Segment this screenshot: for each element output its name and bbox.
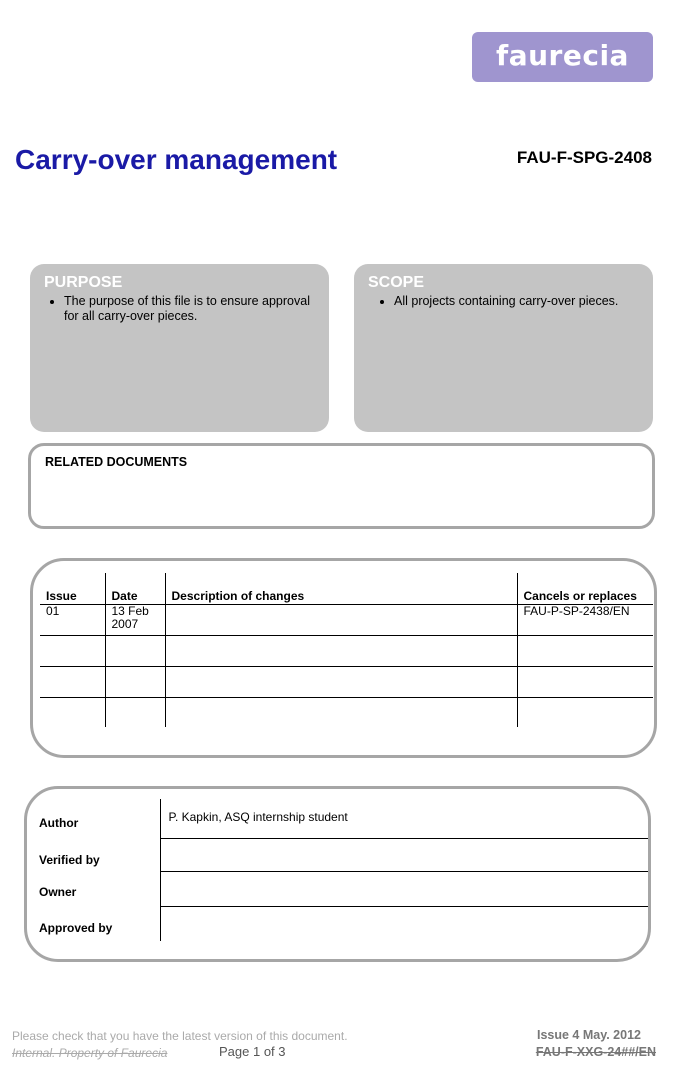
cell-date: [105, 697, 165, 727]
logo-text: faurecia: [496, 39, 629, 72]
author-label: Author: [31, 799, 160, 838]
scope-bullet: • All projects containing carry-over pieces.: [394, 294, 639, 309]
verified-by-value: [160, 838, 648, 871]
cell-issue: [40, 635, 105, 666]
cell-issue: [40, 666, 105, 697]
page-title: Carry-over management: [15, 144, 338, 175]
table-row: [40, 604, 653, 635]
purpose-box: [30, 264, 329, 432]
column-header-replaces: Cancels or replaces: [517, 573, 653, 604]
approval-row-owner: [31, 871, 648, 906]
verified-by-label: Verified by: [31, 838, 160, 871]
table-row: [40, 697, 653, 727]
approval-box: [24, 786, 651, 962]
purpose-title: PURPOSE: [44, 274, 123, 291]
cell-date: [105, 635, 165, 666]
table-row: [40, 666, 653, 697]
approved-by-value: [160, 906, 648, 941]
cell-replaces: [517, 697, 653, 727]
cell-replaces: [517, 666, 653, 697]
cell-replaces: [517, 635, 653, 666]
footer-form-code: FAU-F-XXG-24##/EN: [535, 1045, 656, 1059]
cell-issue: 01: [40, 604, 105, 635]
footer-internal-notice: Internal. Property of Faurecia: [12, 1046, 168, 1060]
document-reference: FAU-F-SPG-2408: [516, 148, 652, 167]
scope-box: [354, 264, 653, 432]
approval-row-author: [31, 799, 648, 838]
cell-description: [165, 697, 517, 727]
cell-date: 13 Feb 2007: [105, 604, 165, 635]
table-row: [40, 635, 653, 666]
scope-title: SCOPE: [368, 274, 425, 291]
scope-list: [368, 294, 639, 309]
approved-by-label: Approved by: [31, 906, 160, 941]
cell-date: [105, 666, 165, 697]
faurecia-logo: [472, 32, 653, 82]
purpose-bullet: • The purpose of this file is to ensure approval for all carry-over pieces.: [64, 294, 315, 324]
column-header-description: Description of changes: [165, 573, 517, 604]
change-history-table: [40, 573, 653, 727]
owner-value: [160, 871, 648, 906]
related-documents-box: [28, 443, 655, 529]
cell-issue: [40, 697, 105, 727]
owner-label: Owner: [31, 871, 160, 906]
column-header-issue: Issue: [40, 573, 105, 604]
footer-page-number: Page 1 of 3: [219, 1044, 286, 1059]
related-documents-title: RELATED DOCUMENTS: [45, 455, 188, 469]
approval-row-verified: [31, 838, 648, 871]
column-header-date: Date: [105, 573, 165, 604]
cell-description: [165, 604, 517, 635]
change-history-box: [30, 558, 657, 758]
approval-row-approved: [31, 906, 648, 941]
footer-version-note: Please check that you have the latest version of this document.: [12, 1029, 348, 1043]
cell-description: [165, 635, 517, 666]
author-value: P. Kapkin, ASQ internship student: [160, 799, 648, 838]
table-header-row: [40, 573, 653, 604]
approval-table: [31, 799, 648, 941]
purpose-list: [44, 294, 315, 324]
cell-replaces: FAU-P-SP-2438/EN: [517, 604, 653, 635]
cell-description: [165, 666, 517, 697]
footer-issue: Issue 4 May. 2012: [536, 1028, 641, 1042]
